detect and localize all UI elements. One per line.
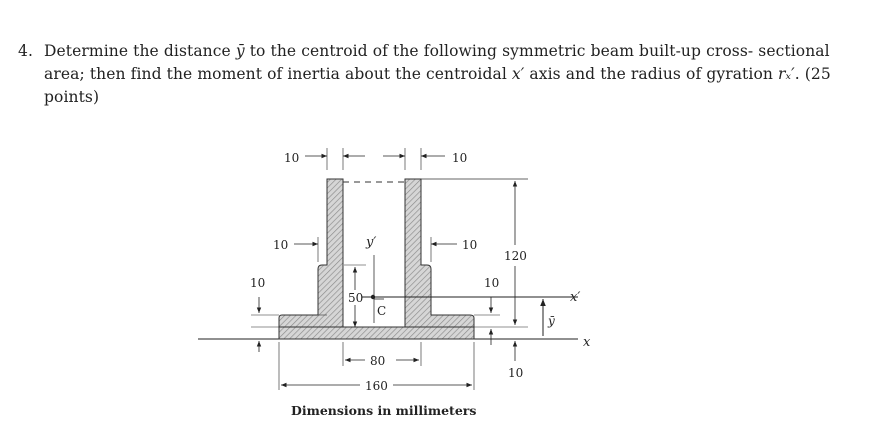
dim-right-10: 10	[484, 276, 500, 290]
problem-line1-a: Determine the distance	[44, 42, 236, 60]
x-prime-label: x′	[570, 290, 581, 305]
dim-80: 80	[370, 354, 386, 368]
y-prime-label: y′	[366, 235, 377, 250]
dim-mid-left-10: 10	[273, 238, 289, 252]
dim-mid-right-10: 10	[462, 238, 478, 252]
dim-120: 120	[504, 249, 527, 263]
rx-symbol: rₓ′	[778, 65, 795, 83]
problem-line1-b: to the centroid of the following symmetric beam built-up cross-	[244, 42, 754, 60]
problem-line2-a: sectional area; then find the moment of inertia about the centroidal	[44, 42, 830, 83]
problem-line3-a: gyration	[706, 65, 778, 83]
dim-left-10: 10	[250, 276, 266, 290]
x-label: x	[583, 335, 591, 350]
dim-top-right-10: 10	[452, 151, 468, 165]
problem-line2-b: axis and the radius of	[524, 65, 702, 83]
problem-number: 4.	[18, 42, 33, 60]
figure-caption: Dimensions in millimeters	[291, 403, 477, 418]
dim-50: 50	[348, 291, 364, 305]
dim-160: 160	[365, 379, 388, 393]
centroid-dot	[371, 295, 375, 299]
centroid-label: C	[377, 304, 387, 318]
dim-top-left-10: 10	[284, 151, 300, 165]
problem-line3-b: . (25 points)	[44, 65, 831, 106]
dim-bottom-10: 10	[508, 366, 524, 380]
ybar-label: ȳ	[548, 314, 555, 328]
xprime-symbol: x′	[511, 65, 525, 83]
ybar-symbol: ȳ	[235, 42, 245, 60]
